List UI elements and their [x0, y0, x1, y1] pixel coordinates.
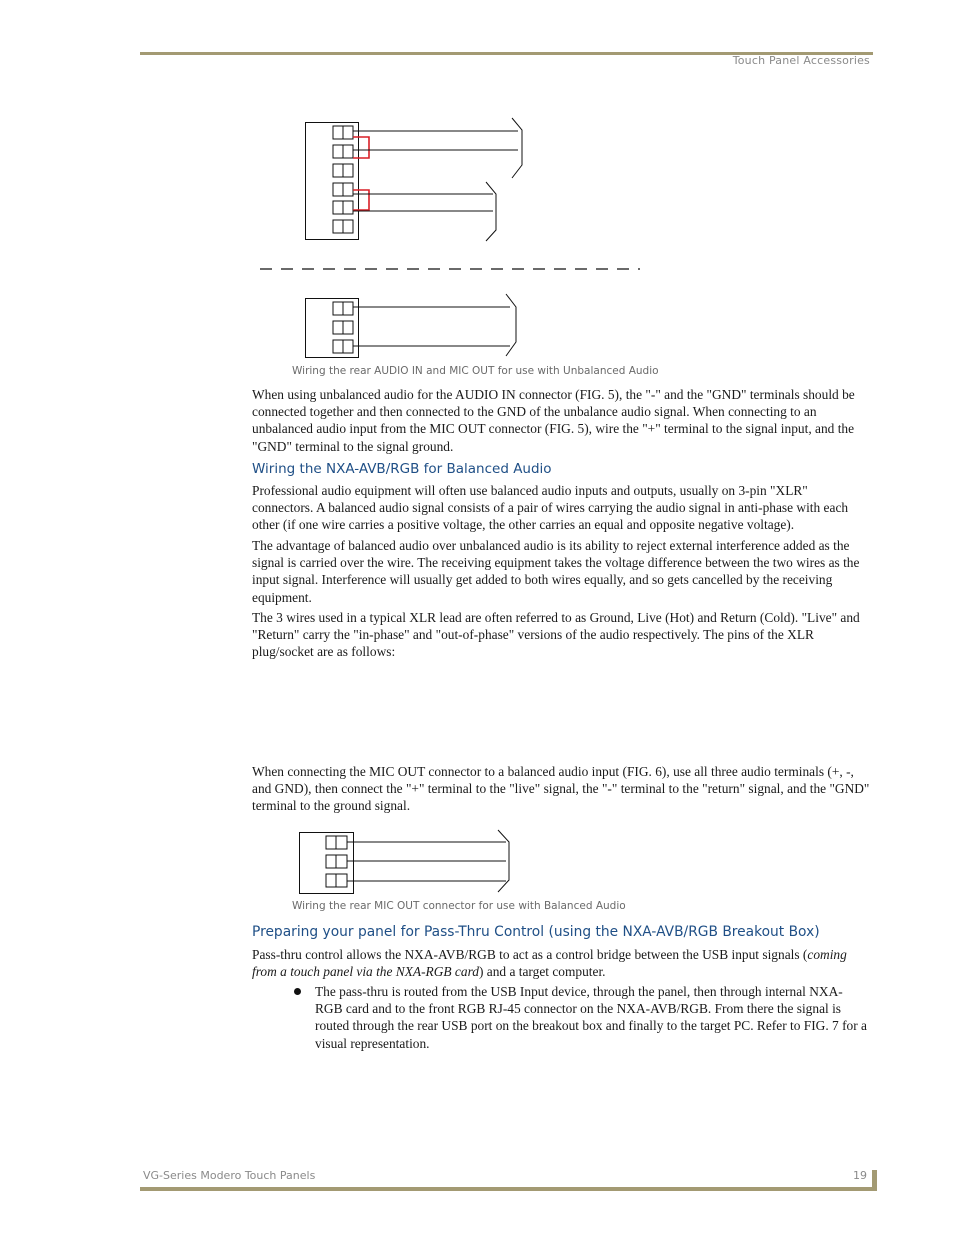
pass-thru-intro-text: Pass-thru control allows the NXA-AVB/RGB to act as a control bridge between the USB input signals (	[252, 947, 808, 962]
footer-rule	[140, 1187, 873, 1191]
pass-thru-intro-tail: ) and a target computer.	[478, 964, 606, 980]
balanced-terminals	[326, 836, 347, 887]
paragraph-balanced-advantage: The advantage of balanced audio over unbalanced audio is its ability to reject external interference added as the signal is carried over the wire. The receiving equipment takes the voltage difference between the two wires as the input signal. Interference will usually get added to both wires equally, and so gets cancelled by the receiving equipment.	[252, 538, 860, 605]
bullet-pass-thru-routing: The pass-thru is routed from the USB Input device, through the panel, then through internal NXA-RGB card and to the front RGB RJ-45 connector on the NXA-AVB/RGB. From there the signal is routed through the rear USB port on the breakout box and finally to the target PC. Refer to FIG. 7 for a visual representation.	[315, 984, 867, 1051]
paragraph-unbalanced: When using unbalanced audio for the AUDIO IN connector (FIG. 5), the "-" and the "GND" terminals should be connected together and then connected to the GND of the unbalance audio signal. When connecting to an unbalanced audio input from the MIC OUT connector (FIG. 5), wire the "+" terminal to the signal input, and the "GND" terminal to the signal ground.	[252, 387, 855, 454]
bullet-icon	[294, 988, 301, 995]
pass-thru-intro-italic: coming from a touch panel via the NXA-RGB card	[252, 947, 847, 980]
footer-page-number: 19	[853, 1169, 867, 1182]
figure-caption-unbalanced: Wiring the rear AUDIO IN and MIC OUT for use with Unbalanced Audio	[292, 365, 659, 377]
header-section-title: Touch Panel Accessories	[732, 54, 870, 67]
paragraph-xlr-wires: The 3 wires used in a typical XLR lead are often referred to as Ground, Live (Hot) and Return (Cold). "Live" and "Return" carry the "in-phase" and "out-of-phase" versions of the audio respectively. The pins of the XLR plug/socket are as follows:	[252, 610, 860, 660]
paragraph-balanced-intro: Professional audio equipment will often use balanced audio inputs and outputs, usually on 3-pin "XLR" connectors. A balanced audio signal consists of a pair of wires carrying the audio signal in anti-phase with each other (if one wire carries a positive voltage, the other carries an equal and opposite negative voltage).	[252, 483, 849, 533]
figure-caption-balanced: Wiring the rear MIC OUT connector for use with Balanced Audio	[292, 900, 626, 912]
paragraph-pass-thru-intro	[252, 946, 872, 980]
heading-balanced-audio: Wiring the NXA-AVB/RGB for Balanced Audio	[252, 461, 552, 477]
paragraph-mic-out-balanced: When connecting the MIC OUT connector to a balanced audio input (FIG. 6), use all three audio terminals (+, -, and GND), then connect the "+" terminal to the "live" signal, the "-" terminal to the "return" signal, and the "GND" terminal to the ground signal.	[252, 764, 870, 814]
lower-terminals	[333, 302, 353, 353]
heading-pass-thru: Preparing your panel for Pass-Thru Control (using the NXA-AVB/RGB Breakout Box)	[252, 924, 820, 940]
footer-doc-title: VG-Series Modero Touch Panels	[143, 1169, 316, 1182]
balanced-wiring-diagram	[296, 826, 526, 898]
unbalanced-wiring-diagram	[250, 110, 650, 362]
